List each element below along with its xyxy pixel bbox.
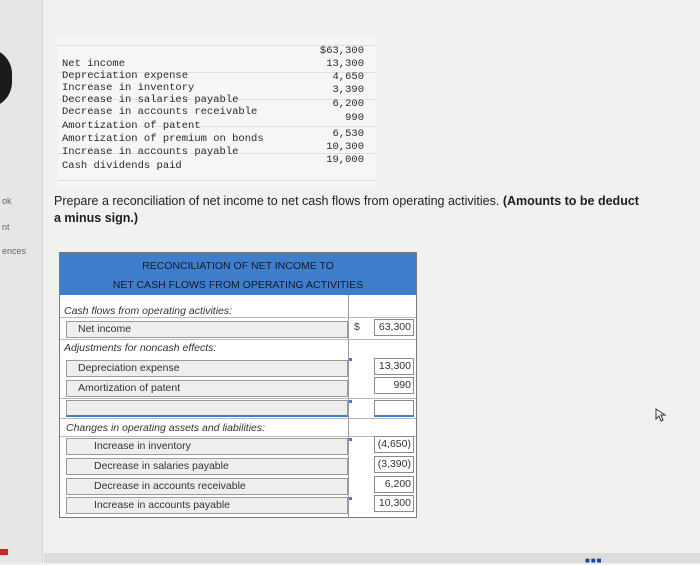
adjustment-label: Depreciation expense [78,362,180,374]
given-label: Cash dividends paid [62,160,182,172]
row-divider [60,317,416,318]
instruction-main: Prepare a reconciliation of net income to net cash flows from operating activities. [54,194,503,208]
given-value: 6,200 [332,98,364,110]
table-header [60,253,416,295]
sidebar-marker [0,549,8,555]
row-divider [60,398,416,399]
section-cash-flows: Cash flows from operating activities: [64,305,233,317]
given-label: Net income [62,58,126,70]
reconciliation-table [59,252,417,518]
given-value: 4,650 [332,71,364,83]
given-value: 19,000 [326,154,364,166]
cell-marker [349,358,352,361]
change-amount-input[interactable]: 10,300 [374,495,414,512]
given-value: 6,530 [332,128,364,140]
given-label: Decrease in salaries payable [62,94,239,106]
adjustment-amount-input-empty[interactable] [374,400,414,417]
cell-marker [349,438,352,441]
table-title-line1: RECONCILIATION OF NET INCOME TO [142,260,334,272]
more-dots-icon[interactable]: ■■■ [585,556,603,565]
adjustment-amount-input[interactable]: 13,300 [374,358,414,375]
sidebar [0,0,43,563]
given-value: 990 [345,112,364,124]
given-data-table [58,36,376,188]
change-label: Increase in accounts payable [94,499,231,511]
given-label: Increase in inventory [62,82,195,94]
row-divider [60,339,416,340]
row-divider [60,418,416,419]
currency-symbol: $ [354,321,360,333]
change-amount-input[interactable]: (3,390) [374,456,414,473]
net-income-label: Net income [78,323,132,335]
adjustment-label: Amortization of patent [78,382,181,394]
change-amount-input[interactable]: (4,650) [374,436,414,453]
changes-heading: Changes in operating assets and liabilities: [66,422,266,434]
sidebar-item-print[interactable]: nt [2,222,10,232]
instruction-bold: (Amounts to be deduct [502,194,639,208]
side-logo-shape [0,48,12,108]
cell-marker [349,400,352,403]
column-divider [348,295,349,517]
row-divider [60,436,416,437]
instruction-line2: a minus sign.) [54,211,139,225]
given-value: 13,300 [326,58,364,70]
sidebar-item-book[interactable]: ok [2,196,12,206]
given-label: Increase in accounts payable [62,146,239,158]
change-amount-input[interactable]: 6,200 [374,476,414,493]
mouse-pointer-icon [655,408,667,422]
given-label: Amortization of premium on bonds [62,133,264,145]
net-income-input[interactable]: 63,300 [374,319,414,336]
change-label: Decrease in salaries payable [94,460,229,472]
adjustment-row-empty[interactable] [66,400,348,417]
change-label: Increase in inventory [94,440,191,452]
adjustments-heading: Adjustments for noncash effects: [64,342,217,354]
given-label: Decrease in accounts receivable [62,106,258,118]
instruction-text [54,193,694,227]
table-title-line2: NET CASH FLOWS FROM OPERATING ACTIVITIES [112,279,364,291]
sidebar-item-references[interactable]: ences [2,246,27,256]
adjustment-amount-input[interactable]: 990 [374,377,414,394]
change-label: Decrease in accounts receivable [94,480,246,492]
given-value: 10,300 [326,141,364,153]
given-value: $63,300 [319,45,364,57]
given-label: Depreciation expense [62,70,189,82]
given-value: 3,390 [332,84,364,96]
row-divider [58,180,376,181]
given-label: Amortization of patent [62,120,201,132]
cell-marker [349,497,352,500]
